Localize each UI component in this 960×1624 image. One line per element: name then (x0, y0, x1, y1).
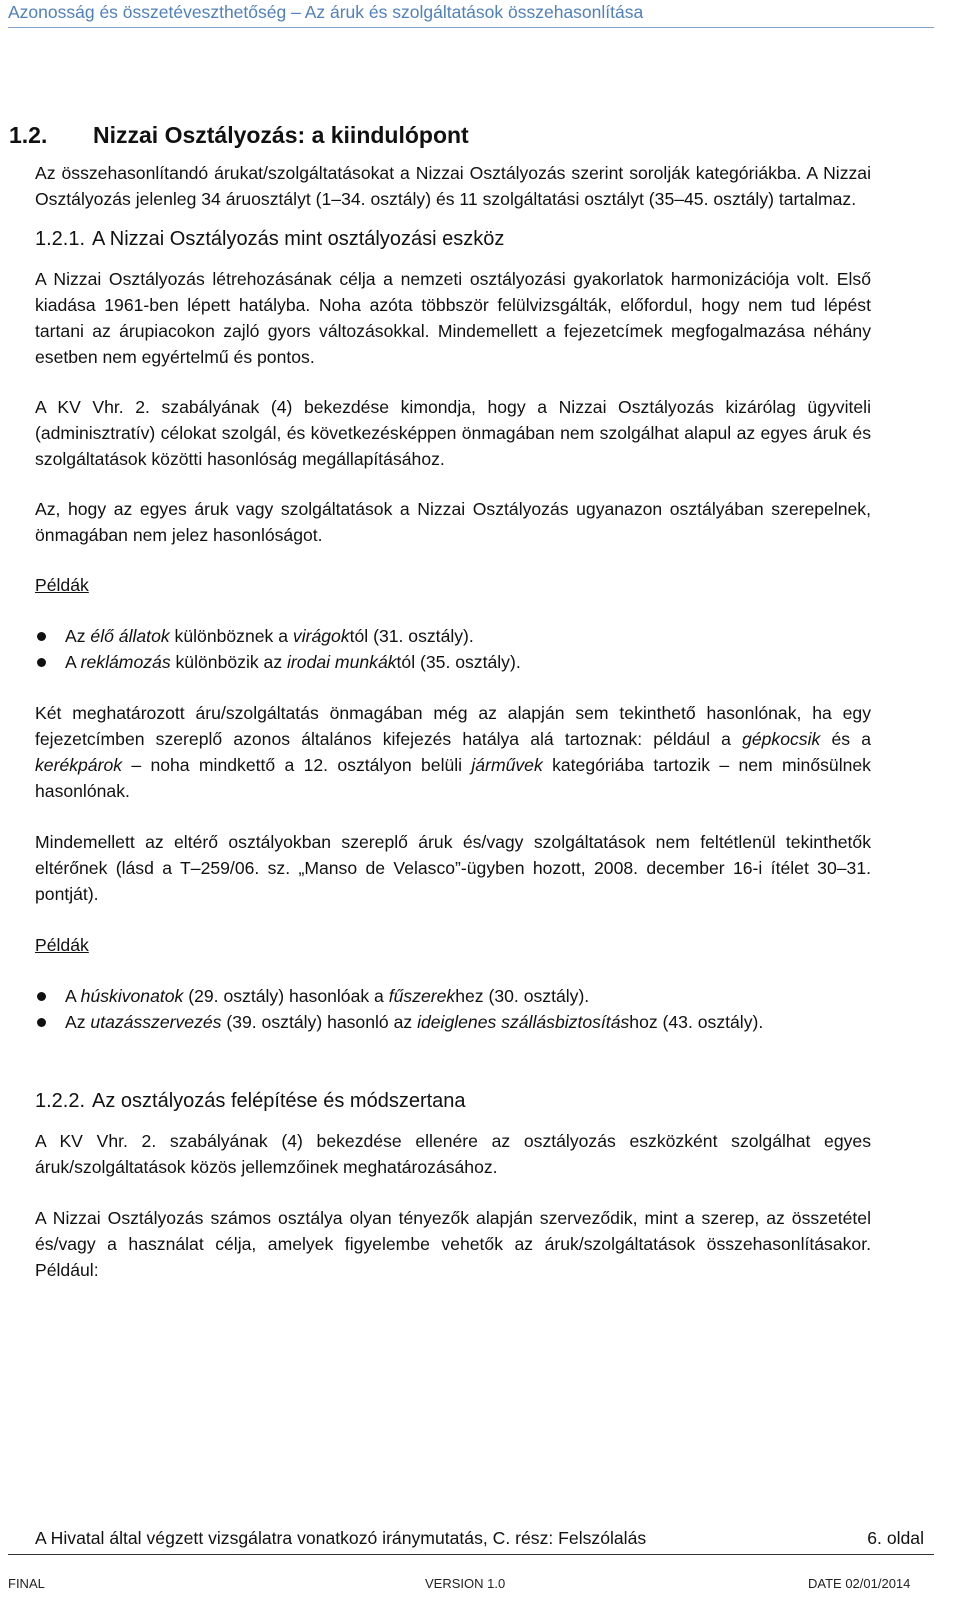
subsection-heading-1 (35, 225, 871, 253)
paragraph: Mindemellett az eltérő osztályokban szereplő áruk és/vagy szolgáltatások nem feltétlenül tekinthetők eltérőnek (lásd a T–259/06. sz. „Manso de Velasco”-ügyben hozott, 2008. december 16-i ítélet 30–31. pontját). (35, 832, 871, 904)
list-item: Az utazásszervezés (39. osztály) hasonló az ideiglenes szállásbiztosításhoz (43. osztály). (35, 1009, 871, 1035)
paragraph: A KV Vhr. 2. szabályának (4) bekezdése ellenére az osztályozás eszközként szolgálhat egyes áruk/szolgáltatások közös jellemzőinek meghatározásához. (35, 1131, 871, 1177)
status-label: FINAL (8, 1576, 45, 1591)
footer-document-title: A Hivatal által végzett vizsgálatra vonatkozó iránymutatás, C. rész: Felszólalás (35, 1528, 647, 1548)
subsection-number: 1.2.2. (35, 1090, 86, 1112)
header-divider (8, 27, 934, 28)
paragraph: A Nizzai Osztályozás létrehozásának célja a nemzeti osztályozási gyakorlatok harmonizációja volt. Első kiadása 1961-ben lépett hatályba. Noha azóta többször felülvizsgálták, előfordul, hogy nem tud lépést tartani az árupiacokon zajló gyors változásokkal. Mindemellett a fejezetcímek megfogalmazása néhány esetben nem egyértelmű és pontos. (35, 269, 871, 367)
footer (35, 1528, 924, 1549)
examples-heading: Példák (35, 575, 89, 595)
section-title: Nizzai Osztályozás: a kiindulópont (93, 122, 469, 148)
section-number: 1.2. (9, 122, 48, 148)
paragraph: A Nizzai Osztályozás számos osztálya olyan tényezők alapján szerveződik, mint a szerep, az összetétel és/vagy a használat célja, amelyek figyelembe vehetők az áruk/szolgáltatások összehasonlításakor. Például: (35, 1208, 871, 1280)
date-label: DATE 02/01/2014 (808, 1576, 911, 1591)
section-intro: Az összehasonlítandó árukat/szolgáltatásokat a Nizzai Osztályozás szerint sorolják kategóriákba. A Nizzai Osztályozás jelenleg 34 áruosztályt (1–34. osztály) és 11 szolgáltatási osztályt (35–45. osztály) tartalmaz. (35, 163, 871, 209)
subsection-heading-2 (35, 1087, 871, 1115)
list-item: A húskivonatok (29. osztály) hasonlóak a fűszerekhez (30. osztály). (35, 983, 871, 1009)
list-item: Az élő állatok különböznek a virágoktól (31. osztály). (35, 623, 871, 649)
examples-heading: Példák (35, 935, 89, 955)
paragraph: Két meghatározott áru/szolgáltatás önmagában még az alapján sem tekinthető hasonlónak, ha egy fejezetcímben szereplő azonos általános kifejezés hatálya alá tartoznak: például a gépkocsik és a kerékpárok – noha mindkettő a 12. osztályon belüli járművek kategóriába tartozik – nem minősülnek hasonlónak. (35, 703, 871, 801)
paragraph: A KV Vhr. 2. szabályának (4) bekezdése kimondja, hogy a Nizzai Osztályozás kizárólag ügyviteli (adminisztratív) célokat szolgál, és következésképpen önmagában nem szolgálhat alapul az egyes áruk és szolgáltatások közötti hasonlóság megállapításához. (35, 397, 871, 469)
examples-list (35, 983, 871, 1035)
section-heading (9, 118, 871, 152)
footer-divider (8, 1554, 934, 1555)
page-number: 6. oldal (867, 1528, 924, 1548)
examples-list (35, 623, 871, 675)
subsection-title: A Nizzai Osztályozás mint osztályozási eszköz (92, 228, 505, 250)
running-header: Azonosság és összetéveszthetőség – Az áruk és szolgáltatások összehasonlítása (8, 2, 644, 22)
list-item: A reklámozás különbözik az irodai munkáktól (35. osztály). (35, 649, 871, 675)
subsection-title: Az osztályozás felépítése és módszertana (92, 1090, 466, 1112)
subsection-number: 1.2.1. (35, 228, 86, 250)
version-label: VERSION 1.0 (425, 1576, 506, 1591)
document-body (9, 118, 871, 1283)
paragraph: Az, hogy az egyes áruk vagy szolgáltatások a Nizzai Osztályozás ugyanazon osztályában szerepelnek, önmagában nem jelez hasonlóságot. (35, 499, 871, 545)
